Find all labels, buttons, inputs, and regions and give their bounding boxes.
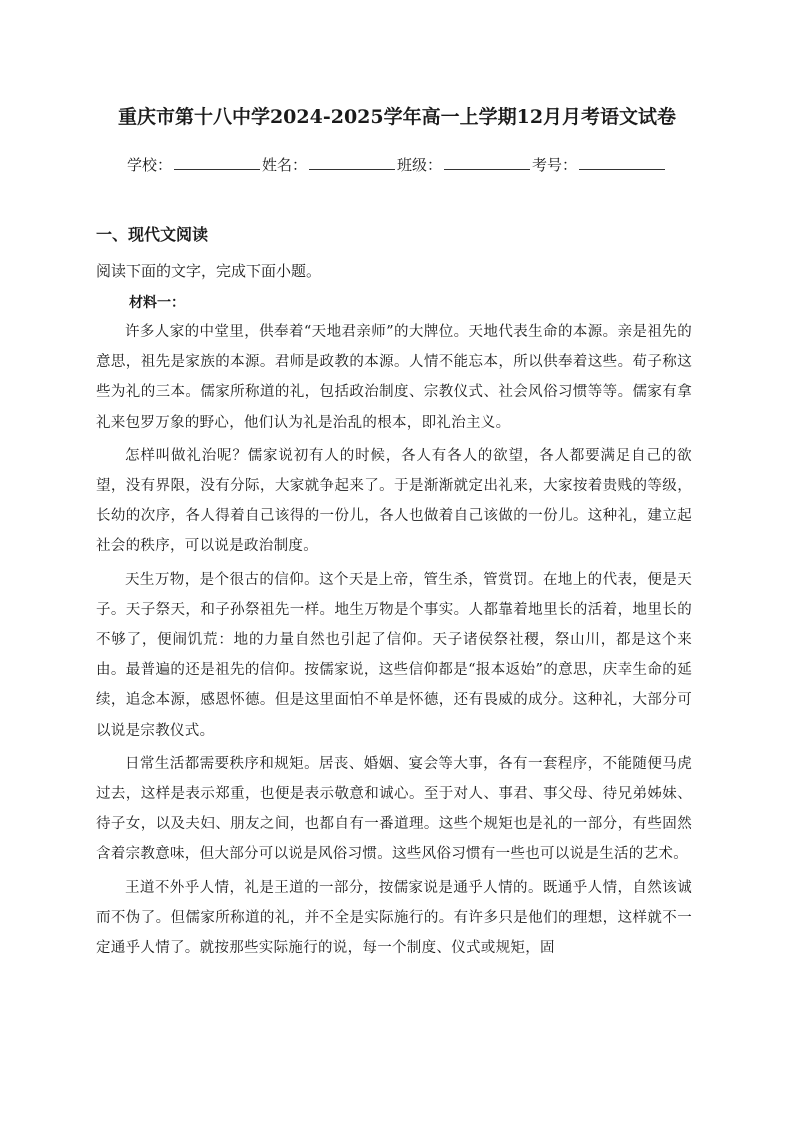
exam-no-blank	[579, 155, 665, 170]
paragraph: 日常生活都需要秩序和规矩。居丧、婚姻、宴会等大事，各有一套程序，不能随便马虎过去，这样是表示郑重，也便是表示敬意和诚心。至于对人、事君、事父母、待兄弟姊妹、待子女，以及夫妇、朋友之间，也都自有一番道理。这些个规矩也是礼的一部分，有些固然含着宗教意味，但大部分可以说是风俗习惯。这些风俗习惯有一些也可以说是生活的艺术。	[96, 755, 692, 863]
passage-body	[96, 317, 692, 966]
section-title: 一、现代文阅读	[96, 225, 209, 244]
class-label: 班级：	[397, 156, 443, 174]
exam-title: 重庆市第十八中学2024-2025学年高一上学期12月月考语文试卷	[117, 106, 677, 128]
reading-instruction: 阅读下面的文字，完成下面小题。	[96, 262, 322, 280]
paragraph: 天生万物，是个很古的信仰。这个天是上帝，管生杀，管赏罚。在地上的代表，便是天子。天子祭天，和子孙祭祖先一样。地生万物是个事实。人都靠着地里长的活着，地里长的不够了，便闹饥荒：地的力量自然也引起了信仰。天子诸侯祭社稷，祭山川，都是这个来由。最普遍的还是祖先的信仰。按儒家说，这些信仰都是“报本返始”的意思，庆幸生命的延续，追念本源，感恩怀德。但是这里面怕不单是怀德，还有畏威的成分。这种礼，大部分可以说是宗教仪式。	[96, 571, 692, 739]
name-label: 姓名：	[261, 156, 307, 174]
school-blank	[174, 155, 260, 170]
material-label: 材料一：	[129, 295, 185, 311]
school-label: 学校：	[126, 156, 172, 174]
name-blank	[309, 155, 395, 170]
paragraph: 怎样叫做礼治呢？儒家说初有人的时候，各人有各人的欲望，各人都要满足自己的欲望，没有界限，没有分际，大家就争起来了。于是渐渐就定出礼来，大家按着贵贱的等级，长幼的次序，各人得着自己该得的一份儿，各人也做着自己该做的一份儿。这种礼，建立起社会的秩序，可以说是政治制度。	[96, 447, 692, 555]
paragraph: 王道不外乎人情，礼是王道的一部分，按儒家说是通乎人情的。既通乎人情，自然该诚而不伪了。但儒家所称道的礼，并不全是实际施行的。有许多只是他们的理想，这样就不一定通乎人情了。就按那些实际施行的说，每一个制度、仪式或规矩，固	[96, 879, 692, 957]
paragraph: 许多人家的中堂里，供奉着“天地君亲师”的大牌位。天地代表生命的本源。亲是祖先的意思，祖先是家族的本源。君师是政教的本源。人情不能忘本，所以供奉着这些。荀子称这些为礼的三本。儒家所称道的礼，包括政治制度、宗教仪式、社会风俗习惯等等。儒家有拿礼来包罗万象的野心，他们认为礼是治乱的根本，即礼治主义。	[96, 324, 692, 431]
student-info-line	[0, 154, 794, 175]
class-blank	[444, 155, 530, 170]
exam-no-label: 考号：	[532, 156, 578, 174]
